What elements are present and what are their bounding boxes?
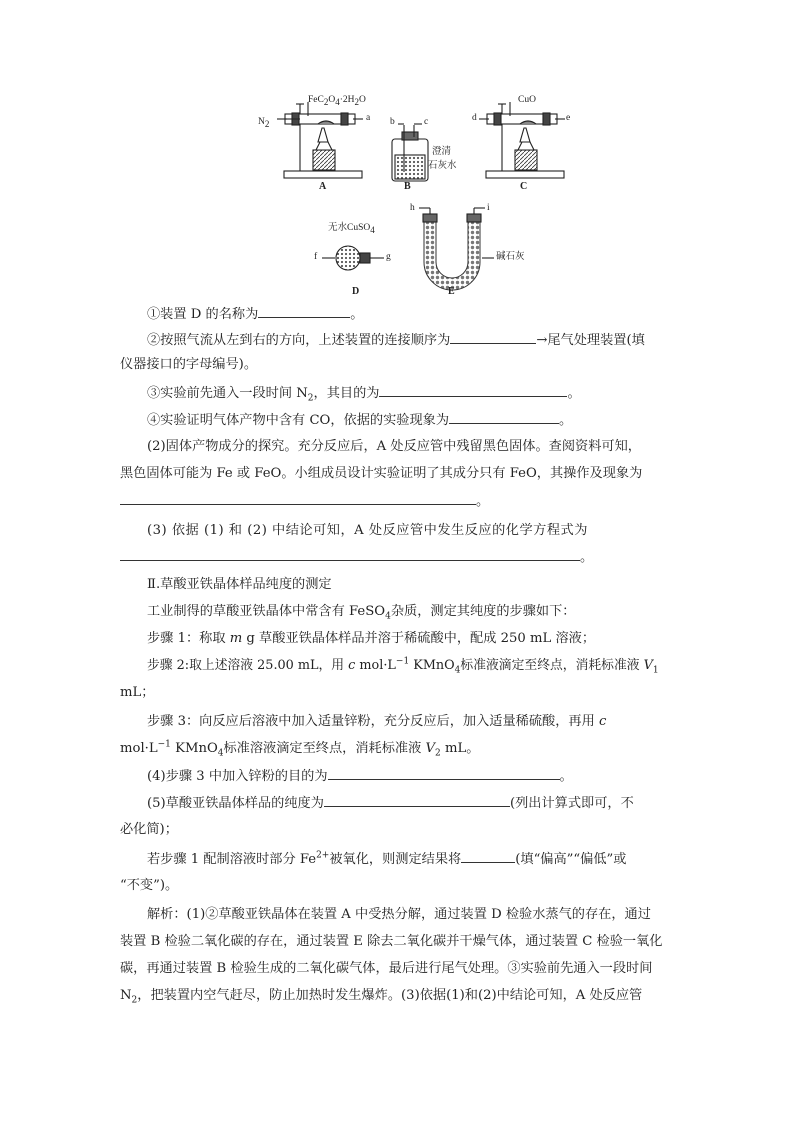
analysis-line-4: $N_2$，把装置内空气赶尽，防止加热时发生爆炸。(3)依据(1)和(2)中结论可知，A 处反应管	[120, 988, 643, 1006]
caption-b: B	[404, 181, 411, 192]
caption-c: C	[520, 181, 528, 192]
label-cuso4: 无水CuSO$_4$	[328, 223, 375, 235]
analysis-line-3: 碳，再通过装置 B 检验生成的二氧化碳气体，最后进行尾气处理。③实验前先通入一段时间	[120, 961, 653, 976]
caption-e: E	[448, 286, 455, 297]
label-port-b: b	[390, 117, 395, 127]
step-3: 步骤 3：向反应后溶液中加入适量锌粉，充分反应后，加入适量稀硫酸，再用 c	[147, 714, 607, 729]
apparatus-d	[322, 246, 384, 270]
step-3-cont: $mol\cdot L^{-1}$ KMnO$_4$标准溶液滴定至终点，消耗标准液 $V_2$ mL。	[120, 739, 480, 759]
question-6: 若步骤 1 配制溶液时部分 $Fe^{2+}$被氧化，则测定结果将 (填“偏高”“偏低”或	[147, 850, 627, 867]
analysis-line-1: 解析：(1)②草酸亚铁晶体在装置 A 中受热分解，通过装置 D 检验水蒸气的存在，通过	[147, 907, 651, 922]
answer-blank-6[interactable]	[120, 548, 580, 561]
label-limewater-1: 澄清	[432, 147, 452, 157]
step-1: 步骤 1：称取 m g 草酸亚铁晶体样品并溶于稀硫酸中，配成 250 mL 溶液；	[147, 631, 596, 646]
step-2: 步骤 2:取上述溶液 25.00 mL，用 c $mol\cdot L^{-1}$ KMnO$_4$标准液滴定至终点，消耗标准液 $V_1$	[147, 656, 659, 676]
apparatus-figure	[0, 0, 794, 300]
apparatus-e	[419, 208, 494, 284]
part-2-line-1: (2)固体产物成分的探究。充分反应后，A 处反应管中残留黑色固体。查阅资料可知，	[147, 439, 641, 454]
question-1: ①装置 D 的名称为 。	[147, 307, 364, 322]
question-2: ②按照气流从左到右的方向，上述装置的连接顺序为 →尾气处理装置(填	[147, 333, 645, 348]
apparatus-b	[392, 124, 428, 181]
question-2-cont: 仪器接口的字母编号)。	[120, 357, 258, 372]
answer-blank-1[interactable]	[258, 305, 350, 318]
label-port-g: g	[386, 252, 391, 262]
question-5-cont: 必化简)；	[120, 822, 178, 837]
caption-a: A	[319, 181, 327, 192]
answer-blank-9[interactable]	[461, 850, 515, 863]
label-cuo: CuO	[518, 95, 536, 105]
section-2-intro: 工业制得的草酸亚铁晶体中常含有 FeSO$_4$杂质，测定其纯度的步骤如下：	[147, 604, 576, 622]
caption-d: D	[352, 286, 360, 297]
label-port-h: h	[410, 203, 415, 213]
analysis-line-2: 装置 B 检验二氧化碳的存在，通过装置 E 除去二氧化碳并干燥气体，通过装置 C 检验一氧化	[120, 934, 663, 949]
label-fec2o4: $FeC_2O_4\cdot 2H_2O$	[308, 95, 366, 107]
part-2-line-2: 黑色固体可能为 Fe 或 FeO。小组成员设计实验证明了其成分只有 FeO，其操作及现象为	[120, 466, 643, 481]
answer-blank-5[interactable]	[120, 492, 476, 505]
answer-blank-3[interactable]	[379, 384, 567, 397]
question-6-cont: “不变”)。	[120, 878, 179, 893]
part-2-line-3: 。	[120, 492, 680, 511]
label-port-i: i	[487, 203, 490, 213]
label-port-e: e	[566, 113, 571, 123]
answer-blank-7[interactable]	[328, 767, 560, 780]
label-soda-lime: 碱石灰	[496, 252, 525, 262]
question-4: ④实验证明气体产物中含有 CO，依据的实验现象为 。	[147, 413, 573, 428]
label-port-c: c	[424, 117, 429, 127]
answer-blank-2[interactable]	[450, 331, 536, 344]
question-3: ③实验前先通入一段时间 $N_2$，其目的为 。	[147, 386, 581, 404]
apparatus-drawing	[0, 0, 794, 300]
answer-blank-4[interactable]	[449, 411, 559, 424]
answer-blank-8[interactable]	[324, 794, 510, 807]
label-port-a: a	[366, 113, 371, 123]
question-5: (5)草酸亚铁晶体样品的纯度为 (列出计算式即可，不	[147, 796, 634, 811]
section-2-heading: Ⅱ.草酸亚铁晶体样品纯度的测定	[147, 577, 332, 592]
apparatus-c	[479, 102, 565, 178]
part-3-line-2: 。	[120, 548, 680, 567]
question-4b: (4)步骤 3 中加入锌粉的目的为 。	[147, 769, 573, 784]
label-port-d: d	[472, 113, 477, 123]
label-limewater-2: 石灰水	[428, 161, 457, 171]
apparatus-a	[277, 102, 363, 178]
label-n2: $N_2$	[258, 117, 270, 129]
part-3-line-1: (3) 依据 (1) 和 (2) 中结论可知，A 处反应管中发生反应的化学方程式为	[147, 523, 588, 538]
step-2-cont: mL；	[120, 685, 155, 700]
label-port-f: f	[314, 252, 318, 262]
